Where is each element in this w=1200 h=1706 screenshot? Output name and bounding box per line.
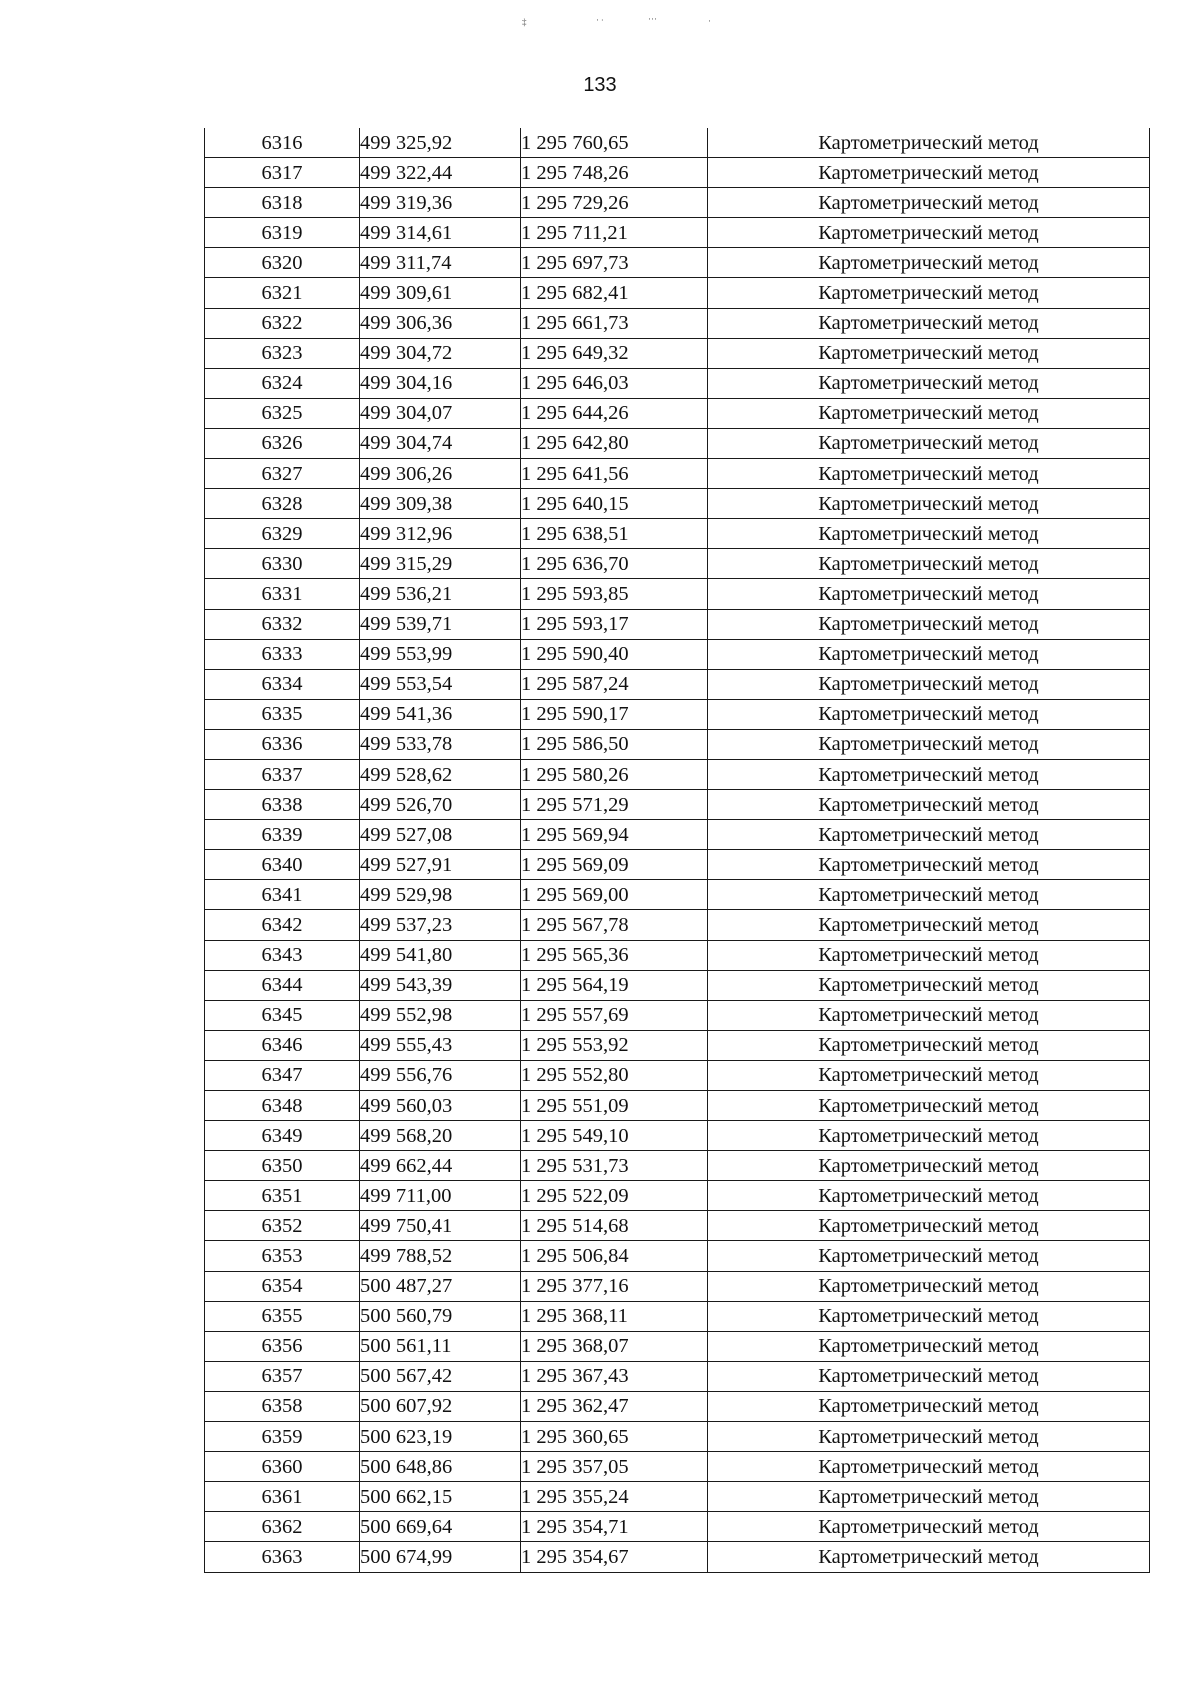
- method-cell: Картометрический метод: [708, 1241, 1150, 1271]
- y-coordinate-cell: 1 295 711,21: [521, 218, 708, 248]
- table-row: [205, 639, 1150, 669]
- y-coordinate-cell: 1 295 506,84: [521, 1241, 708, 1271]
- method-cell: Картометрический метод: [708, 1151, 1150, 1181]
- table-row: [205, 1091, 1150, 1121]
- y-coordinate-cell: 1 295 729,26: [521, 188, 708, 218]
- method-cell: Картометрический метод: [708, 639, 1150, 669]
- x-coordinate-cell: 499 788,52: [360, 1241, 521, 1271]
- table-row: [205, 489, 1150, 519]
- method-cell: Картометрический метод: [708, 579, 1150, 609]
- table-row: [205, 1361, 1150, 1391]
- x-coordinate-cell: 499 662,44: [360, 1151, 521, 1181]
- table-row: [205, 549, 1150, 579]
- point-number-cell: 6359: [205, 1422, 360, 1452]
- y-coordinate-cell: 1 295 531,73: [521, 1151, 708, 1181]
- point-number-cell: 6348: [205, 1091, 360, 1121]
- coordinates-table: [204, 128, 1150, 1573]
- y-coordinate-cell: 1 295 367,43: [521, 1361, 708, 1391]
- point-number-cell: 6337: [205, 759, 360, 789]
- method-cell: Картометрический метод: [708, 1452, 1150, 1482]
- x-coordinate-cell: 500 674,99: [360, 1542, 521, 1572]
- method-cell: Картометрический метод: [708, 729, 1150, 759]
- method-cell: Картометрический метод: [708, 1422, 1150, 1452]
- x-coordinate-cell: 499 553,54: [360, 669, 521, 699]
- point-number-cell: 6322: [205, 308, 360, 338]
- x-coordinate-cell: 499 529,98: [360, 880, 521, 910]
- y-coordinate-cell: 1 295 377,16: [521, 1271, 708, 1301]
- method-cell: Картометрический метод: [708, 519, 1150, 549]
- table-row: [205, 188, 1150, 218]
- x-coordinate-cell: 499 304,16: [360, 368, 521, 398]
- x-coordinate-cell: 499 533,78: [360, 729, 521, 759]
- x-coordinate-cell: 500 623,19: [360, 1422, 521, 1452]
- method-cell: Картометрический метод: [708, 1000, 1150, 1030]
- table-row: [205, 1331, 1150, 1361]
- method-cell: Картометрический метод: [708, 1030, 1150, 1060]
- point-number-cell: 6334: [205, 669, 360, 699]
- table-row: [205, 218, 1150, 248]
- y-coordinate-cell: 1 295 354,67: [521, 1542, 708, 1572]
- table-row: [205, 428, 1150, 458]
- x-coordinate-cell: 499 311,74: [360, 248, 521, 278]
- table-row: [205, 278, 1150, 308]
- point-number-cell: 6336: [205, 729, 360, 759]
- table-row: [205, 158, 1150, 188]
- x-coordinate-cell: 500 487,27: [360, 1271, 521, 1301]
- x-coordinate-cell: 500 567,42: [360, 1361, 521, 1391]
- method-cell: Картометрический метод: [708, 368, 1150, 398]
- table-row: [205, 940, 1150, 970]
- table-row: [205, 669, 1150, 699]
- y-coordinate-cell: 1 295 551,09: [521, 1091, 708, 1121]
- table-row: [205, 1121, 1150, 1151]
- method-cell: Картометрический метод: [708, 609, 1150, 639]
- method-cell: Картометрический метод: [708, 1211, 1150, 1241]
- table-row: [205, 1060, 1150, 1090]
- point-number-cell: 6350: [205, 1151, 360, 1181]
- table-row: [205, 1030, 1150, 1060]
- scan-speck: ·: [708, 16, 711, 26]
- y-coordinate-cell: 1 295 641,56: [521, 459, 708, 489]
- y-coordinate-cell: 1 295 569,00: [521, 880, 708, 910]
- method-cell: Картометрический метод: [708, 128, 1150, 158]
- point-number-cell: 6330: [205, 549, 360, 579]
- method-cell: Картометрический метод: [708, 1542, 1150, 1572]
- point-number-cell: 6345: [205, 1000, 360, 1030]
- x-coordinate-cell: 500 648,86: [360, 1452, 521, 1482]
- method-cell: Картометрический метод: [708, 338, 1150, 368]
- method-cell: Картометрический метод: [708, 940, 1150, 970]
- point-number-cell: 6340: [205, 850, 360, 880]
- y-coordinate-cell: 1 295 593,85: [521, 579, 708, 609]
- point-number-cell: 6342: [205, 910, 360, 940]
- table-row: [205, 699, 1150, 729]
- x-coordinate-cell: 499 304,74: [360, 428, 521, 458]
- y-coordinate-cell: 1 295 569,09: [521, 850, 708, 880]
- y-coordinate-cell: 1 295 569,94: [521, 820, 708, 850]
- point-number-cell: 6321: [205, 278, 360, 308]
- y-coordinate-cell: 1 295 357,05: [521, 1452, 708, 1482]
- table-row: [205, 338, 1150, 368]
- table-row: [205, 910, 1150, 940]
- x-coordinate-cell: 499 325,92: [360, 128, 521, 158]
- y-coordinate-cell: 1 295 522,09: [521, 1181, 708, 1211]
- table-row: [205, 368, 1150, 398]
- y-coordinate-cell: 1 295 638,51: [521, 519, 708, 549]
- method-cell: Картометрический метод: [708, 970, 1150, 1000]
- method-cell: Картометрический метод: [708, 850, 1150, 880]
- y-coordinate-cell: 1 295 549,10: [521, 1121, 708, 1151]
- method-cell: Картометрический метод: [708, 188, 1150, 218]
- method-cell: Картометрический метод: [708, 1361, 1150, 1391]
- point-number-cell: 6352: [205, 1211, 360, 1241]
- y-coordinate-cell: 1 295 697,73: [521, 248, 708, 278]
- method-cell: Картометрический метод: [708, 880, 1150, 910]
- x-coordinate-cell: 499 537,23: [360, 910, 521, 940]
- table-row: [205, 1301, 1150, 1331]
- table-row: [205, 579, 1150, 609]
- method-cell: Картометрический метод: [708, 1181, 1150, 1211]
- y-coordinate-cell: 1 295 590,40: [521, 639, 708, 669]
- x-coordinate-cell: 499 306,36: [360, 308, 521, 338]
- point-number-cell: 6335: [205, 699, 360, 729]
- method-cell: Картометрический метод: [708, 790, 1150, 820]
- scan-speck: ···: [648, 14, 657, 24]
- method-cell: Картометрический метод: [708, 248, 1150, 278]
- y-coordinate-cell: 1 295 514,68: [521, 1211, 708, 1241]
- y-coordinate-cell: 1 295 748,26: [521, 158, 708, 188]
- x-coordinate-cell: 499 527,08: [360, 820, 521, 850]
- x-coordinate-cell: 499 536,21: [360, 579, 521, 609]
- point-number-cell: 6363: [205, 1542, 360, 1572]
- method-cell: Картометрический метод: [708, 699, 1150, 729]
- x-coordinate-cell: 500 561,11: [360, 1331, 521, 1361]
- table-row: [205, 459, 1150, 489]
- method-cell: Картометрический метод: [708, 1331, 1150, 1361]
- y-coordinate-cell: 1 295 354,71: [521, 1512, 708, 1542]
- x-coordinate-cell: 499 541,36: [360, 699, 521, 729]
- table-row: [205, 790, 1150, 820]
- y-coordinate-cell: 1 295 644,26: [521, 398, 708, 428]
- x-coordinate-cell: 499 750,41: [360, 1211, 521, 1241]
- method-cell: Картометрический метод: [708, 428, 1150, 458]
- method-cell: Картометрический метод: [708, 1060, 1150, 1090]
- point-number-cell: 6358: [205, 1391, 360, 1421]
- y-coordinate-cell: 1 295 649,32: [521, 338, 708, 368]
- method-cell: Картометрический метод: [708, 1301, 1150, 1331]
- y-coordinate-cell: 1 295 590,17: [521, 699, 708, 729]
- point-number-cell: 6357: [205, 1361, 360, 1391]
- y-coordinate-cell: 1 295 682,41: [521, 278, 708, 308]
- point-number-cell: 6360: [205, 1452, 360, 1482]
- method-cell: Картометрический метод: [708, 910, 1150, 940]
- x-coordinate-cell: 499 560,03: [360, 1091, 521, 1121]
- table-row: [205, 398, 1150, 428]
- y-coordinate-cell: 1 295 355,24: [521, 1482, 708, 1512]
- x-coordinate-cell: 499 322,44: [360, 158, 521, 188]
- table-row: [205, 1482, 1150, 1512]
- point-number-cell: 6355: [205, 1301, 360, 1331]
- y-coordinate-cell: 1 295 553,92: [521, 1030, 708, 1060]
- y-coordinate-cell: 1 295 661,73: [521, 308, 708, 338]
- x-coordinate-cell: 499 527,91: [360, 850, 521, 880]
- y-coordinate-cell: 1 295 760,65: [521, 128, 708, 158]
- point-number-cell: 6338: [205, 790, 360, 820]
- point-number-cell: 6341: [205, 880, 360, 910]
- y-coordinate-cell: 1 295 636,70: [521, 549, 708, 579]
- table-row: [205, 1000, 1150, 1030]
- method-cell: Картометрический метод: [708, 1121, 1150, 1151]
- table-row: [205, 1452, 1150, 1482]
- table-row: [205, 1211, 1150, 1241]
- y-coordinate-cell: 1 295 557,69: [521, 1000, 708, 1030]
- method-cell: Картометрический метод: [708, 218, 1150, 248]
- method-cell: Картометрический метод: [708, 549, 1150, 579]
- scan-speck: · ∙: [596, 15, 604, 25]
- x-coordinate-cell: 499 304,07: [360, 398, 521, 428]
- x-coordinate-cell: 500 662,15: [360, 1482, 521, 1512]
- point-number-cell: 6354: [205, 1271, 360, 1301]
- x-coordinate-cell: 499 568,20: [360, 1121, 521, 1151]
- table-row: [205, 850, 1150, 880]
- y-coordinate-cell: 1 295 368,11: [521, 1301, 708, 1331]
- x-coordinate-cell: 499 304,72: [360, 338, 521, 368]
- x-coordinate-cell: 499 315,29: [360, 549, 521, 579]
- x-coordinate-cell: 499 312,96: [360, 519, 521, 549]
- point-number-cell: 6316: [205, 128, 360, 158]
- method-cell: Картометрический метод: [708, 489, 1150, 519]
- point-number-cell: 6318: [205, 188, 360, 218]
- page-number: 133: [583, 74, 617, 96]
- x-coordinate-cell: 499 543,39: [360, 970, 521, 1000]
- method-cell: Картометрический метод: [708, 278, 1150, 308]
- x-coordinate-cell: 500 560,79: [360, 1301, 521, 1331]
- x-coordinate-cell: 499 306,26: [360, 459, 521, 489]
- table-row: [205, 1542, 1150, 1572]
- point-number-cell: 6344: [205, 970, 360, 1000]
- point-number-cell: 6353: [205, 1241, 360, 1271]
- x-coordinate-cell: 499 541,80: [360, 940, 521, 970]
- point-number-cell: 6343: [205, 940, 360, 970]
- y-coordinate-cell: 1 295 587,24: [521, 669, 708, 699]
- point-number-cell: 6339: [205, 820, 360, 850]
- method-cell: Картометрический метод: [708, 1391, 1150, 1421]
- table-row: [205, 880, 1150, 910]
- point-number-cell: 6327: [205, 459, 360, 489]
- table-row: [205, 1181, 1150, 1211]
- y-coordinate-cell: 1 295 368,07: [521, 1331, 708, 1361]
- y-coordinate-cell: 1 295 640,15: [521, 489, 708, 519]
- y-coordinate-cell: 1 295 593,17: [521, 609, 708, 639]
- point-number-cell: 6328: [205, 489, 360, 519]
- x-coordinate-cell: 499 526,70: [360, 790, 521, 820]
- table-row: [205, 1512, 1150, 1542]
- y-coordinate-cell: 1 295 580,26: [521, 759, 708, 789]
- point-number-cell: 6349: [205, 1121, 360, 1151]
- method-cell: Картометрический метод: [708, 759, 1150, 789]
- table-row: [205, 1391, 1150, 1421]
- point-number-cell: 6347: [205, 1060, 360, 1090]
- point-number-cell: 6317: [205, 158, 360, 188]
- x-coordinate-cell: 499 309,61: [360, 278, 521, 308]
- y-coordinate-cell: 1 295 567,78: [521, 910, 708, 940]
- table-row: [205, 729, 1150, 759]
- table-row: [205, 1241, 1150, 1271]
- method-cell: Картометрический метод: [708, 308, 1150, 338]
- y-coordinate-cell: 1 295 565,36: [521, 940, 708, 970]
- x-coordinate-cell: 499 555,43: [360, 1030, 521, 1060]
- point-number-cell: 6362: [205, 1512, 360, 1542]
- x-coordinate-cell: 499 319,36: [360, 188, 521, 218]
- x-coordinate-cell: 499 314,61: [360, 218, 521, 248]
- table-row: [205, 519, 1150, 549]
- method-cell: Картометрический метод: [708, 1482, 1150, 1512]
- point-number-cell: 6361: [205, 1482, 360, 1512]
- method-cell: Картометрический метод: [708, 1271, 1150, 1301]
- table-row: [205, 759, 1150, 789]
- x-coordinate-cell: 500 607,92: [360, 1391, 521, 1421]
- x-coordinate-cell: 499 556,76: [360, 1060, 521, 1090]
- point-number-cell: 6323: [205, 338, 360, 368]
- point-number-cell: 6331: [205, 579, 360, 609]
- x-coordinate-cell: 499 711,00: [360, 1181, 521, 1211]
- point-number-cell: 6320: [205, 248, 360, 278]
- point-number-cell: 6324: [205, 368, 360, 398]
- scan-speck: ‡: [522, 17, 527, 27]
- point-number-cell: 6332: [205, 609, 360, 639]
- point-number-cell: 6329: [205, 519, 360, 549]
- y-coordinate-cell: 1 295 564,19: [521, 970, 708, 1000]
- table-row: [205, 970, 1150, 1000]
- y-coordinate-cell: 1 295 552,80: [521, 1060, 708, 1090]
- point-number-cell: 6356: [205, 1331, 360, 1361]
- table-row: [205, 609, 1150, 639]
- y-coordinate-cell: 1 295 571,29: [521, 790, 708, 820]
- point-number-cell: 6346: [205, 1030, 360, 1060]
- table-row: [205, 1271, 1150, 1301]
- x-coordinate-cell: 499 553,99: [360, 639, 521, 669]
- table-row: [205, 128, 1150, 158]
- method-cell: Картометрический метод: [708, 398, 1150, 428]
- table-row: [205, 308, 1150, 338]
- x-coordinate-cell: 499 552,98: [360, 1000, 521, 1030]
- y-coordinate-cell: 1 295 362,47: [521, 1391, 708, 1421]
- y-coordinate-cell: 1 295 360,65: [521, 1422, 708, 1452]
- method-cell: Картометрический метод: [708, 158, 1150, 188]
- point-number-cell: 6333: [205, 639, 360, 669]
- method-cell: Картометрический метод: [708, 820, 1150, 850]
- method-cell: Картометрический метод: [708, 1091, 1150, 1121]
- x-coordinate-cell: 500 669,64: [360, 1512, 521, 1542]
- coordinates-table-body: [205, 128, 1150, 1572]
- y-coordinate-cell: 1 295 586,50: [521, 729, 708, 759]
- method-cell: Картометрический метод: [708, 669, 1150, 699]
- point-number-cell: 6319: [205, 218, 360, 248]
- point-number-cell: 6325: [205, 398, 360, 428]
- x-coordinate-cell: 499 309,38: [360, 489, 521, 519]
- point-number-cell: 6351: [205, 1181, 360, 1211]
- point-number-cell: 6326: [205, 428, 360, 458]
- table-row: [205, 820, 1150, 850]
- x-coordinate-cell: 499 539,71: [360, 609, 521, 639]
- method-cell: Картометрический метод: [708, 1512, 1150, 1542]
- y-coordinate-cell: 1 295 646,03: [521, 368, 708, 398]
- table-row: [205, 248, 1150, 278]
- y-coordinate-cell: 1 295 642,80: [521, 428, 708, 458]
- table-row: [205, 1422, 1150, 1452]
- method-cell: Картометрический метод: [708, 459, 1150, 489]
- x-coordinate-cell: 499 528,62: [360, 759, 521, 789]
- table-row: [205, 1151, 1150, 1181]
